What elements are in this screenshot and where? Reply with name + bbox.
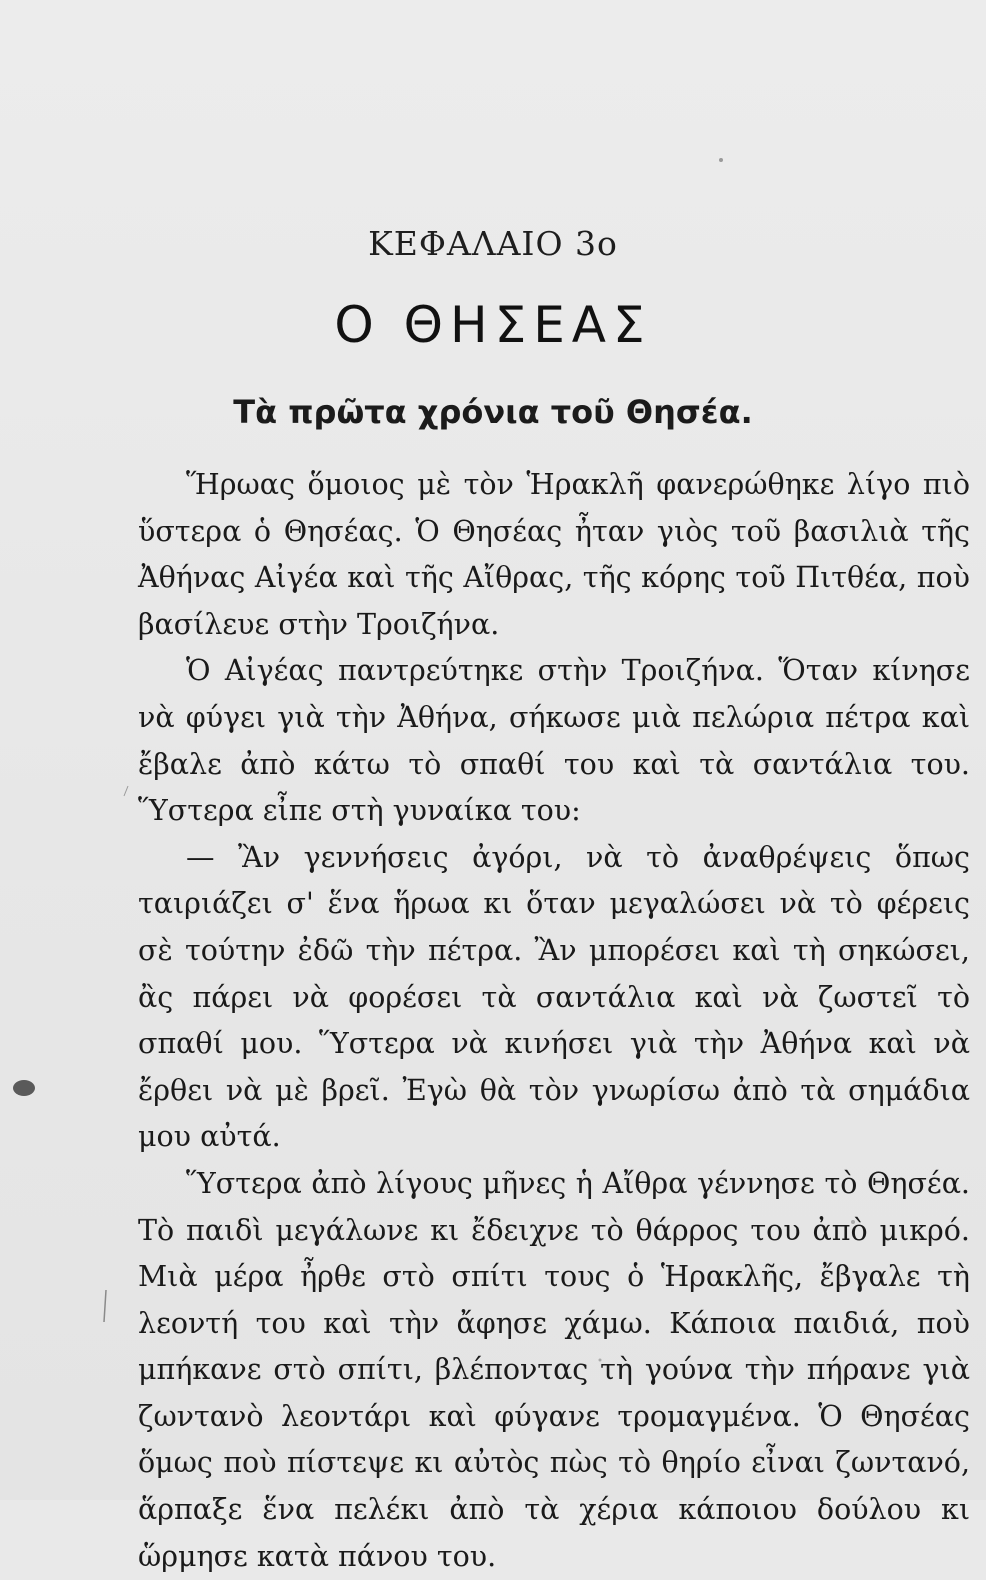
section-subtitle: Τὰ πρῶτα χρόνια τοῦ Θησέα.	[233, 393, 753, 431]
chapter-body	[138, 462, 970, 1580]
paragraph: Ὁ Αἰγέας παντρεύτηκε στὴν Τροιζήνα. Ὅταν κίνησε νὰ φύγει γιὰ τὴν Ἀθήνα, σήκωσε μιὰ πελώρια πέτρα καὶ ἔβαλε ἀπὸ κάτω τὸ σπαθί του καὶ τὰ σαντάλια του. Ὕστερα εἶπε στὴ γυναίκα του:	[138, 654, 970, 828]
chapter-title: Ο ΘΗΣΕΑΣ	[334, 296, 652, 354]
paragraph: Ὕστερα ἀπὸ λίγους μῆνες ἡ Αἴθρα γέννησε τὸ Θησέα. Τὸ παιδὶ μεγάλωνε κι ἔδειχνε τὸ θάρρος του ἀπὸ μικρό. Μιὰ μέρα ἦρθε στὸ σπίτι τους ὁ Ἡρακλῆς, ἔβγαλε τὴ λεοντή του καὶ τὴν ἄφησε χάμω. Κάποια παιδιά, ποὺ μπήκανε στὸ σπίτι, βλέποντας τὴ γούνα τὴν πήρανε γιὰ ζωντανὸ λεοντάρι καὶ φύγανε τρομαγμένα. Ὁ Θησέας ὅμως ποὺ πίστεψε κι αὐτὸς πὼς τὸ θηρίο εἶναι ζωντανό, ἅρπαξε ἕνα πελέκι ἀπὸ τὰ χέρια κάποιου δούλου κι ὥρμησε κατὰ πάνου του.	[138, 1166, 970, 1573]
ink-blot-left-margin	[13, 1080, 35, 1096]
dust-speck	[719, 158, 723, 162]
chapter-label: ΚΕΦΑΛΑΙΟ 3ο	[368, 224, 618, 263]
paragraph: Ἥρωας ὅμοιος μὲ τὸν Ἡρακλῆ φανερώθηκε λίγο πιὸ ὕστερα ὁ Θησέας. Ὁ Θησέας ἦταν γιὸς τοῦ βασιλιὰ τῆς Ἀθήνας Αἰγέα καὶ τῆς Αἴθρας, τῆς κόρης τοῦ Πιτθέα, ποὺ βασίλευε στὴν Τροιζήνα.	[138, 468, 970, 641]
margin-scratch	[104, 1290, 106, 1322]
paragraph: — Ἂν γεννήσεις ἀγόρι, νὰ τὸ ἀναθρέψεις ὅπως ταιριάζει σ' ἕνα ἥρωα κι ὅταν μεγαλώσει νὰ τὸ φέρεις σὲ τούτην ἐδῶ τὴν πέτρα. Ἂν μπορέσει καὶ τὴ σηκώσει, ἂς πάρει νὰ φορέσει τὰ σαντάλια καὶ νὰ ζωστεῖ τὸ σπαθί μου. Ὕστερα νὰ κινήσει γιὰ τὴν Ἀθήνα καὶ νὰ ἔρθει νὰ μὲ βρεῖ. Ἐγὼ θὰ τὸν γνωρίσω ἀπὸ τὰ σημάδια μου αὐτά.	[138, 840, 970, 1154]
margin-scratch	[124, 786, 128, 796]
